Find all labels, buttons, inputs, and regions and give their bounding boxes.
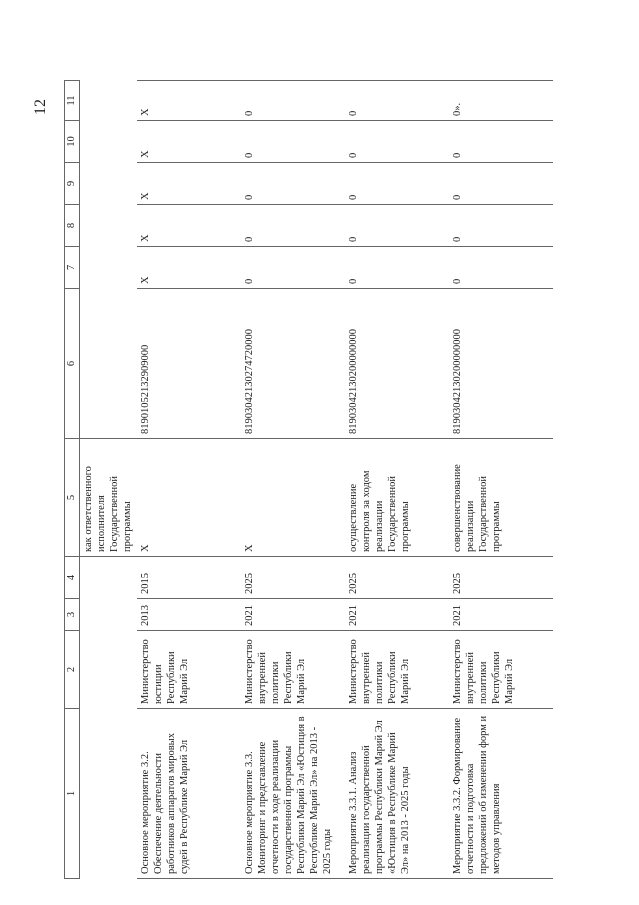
row-code: 81903042130200000000 (449, 289, 553, 439)
row-value-9: 0 (345, 163, 449, 205)
row-value-8: 0 (241, 205, 345, 247)
row-executor: Министерство внутренней политики Республики Марий Эл (449, 631, 553, 709)
row-code: 81901052132909000 (137, 289, 241, 439)
col-header-10: 10 (65, 121, 80, 163)
col-header-4: 4 (65, 557, 80, 599)
col-header-3: 3 (65, 599, 80, 631)
row-start-year: 2021 (449, 599, 553, 631)
row-value-9: 0 (449, 163, 553, 205)
row-executor: Министерство юстиции Республики Марий Эл (137, 631, 241, 709)
row-value-9: 0 (241, 163, 345, 205)
row-name: Основное мероприятие 3.3. Мониторинг и представление отчетности в ходе реализации государственной программы Республики Марий Эл «Юстиция в Республике Марий Эл» на 2013 - 2025 годы (241, 709, 345, 879)
table-header (65, 81, 80, 879)
row-start-year: 2021 (345, 599, 449, 631)
row-name: Мероприятие 3.3.2. Формирование отчетности и подготовка предложений об изменении форм и методов управления (449, 709, 553, 879)
row-value-11: 0». (449, 81, 553, 121)
col-header-8: 8 (65, 205, 80, 247)
row-end-year: 2015 (137, 557, 241, 599)
program-table (64, 80, 553, 879)
row-value-7: 0 (449, 247, 553, 289)
col-header-7: 7 (65, 247, 80, 289)
col-header-2: 2 (65, 631, 80, 709)
row-value-9: X (137, 163, 241, 205)
row-value-8: 0 (345, 205, 449, 247)
page-number: 12 (32, 99, 49, 115)
row-value-11: 0 (241, 81, 345, 121)
row-end-year: 2025 (345, 557, 449, 599)
row-value-7: 0 (241, 247, 345, 289)
table-row (449, 81, 553, 879)
row-result: X (241, 439, 345, 557)
table-row (241, 81, 345, 879)
row-code: 81903042130274720000 (241, 289, 345, 439)
row-value-10: 0 (241, 121, 345, 163)
row-value-11: 0 (345, 81, 449, 121)
row-value-8: 0 (449, 205, 553, 247)
row-value-7: X (137, 247, 241, 289)
row-value-11: X (137, 81, 241, 121)
col-header-11: 11 (65, 81, 80, 121)
row-value-8: X (137, 205, 241, 247)
continued-result-text: как ответственного исполнителя Государственной программы (80, 439, 137, 557)
row-result: осуществление контроля за ходом реализации Государственной программы (345, 439, 449, 557)
row-executor: Министерство внутренней политики Республики Марий Эл (345, 631, 449, 709)
row-value-7: 0 (345, 247, 449, 289)
row-start-year: 2021 (241, 599, 345, 631)
col-header-5: 5 (65, 439, 80, 557)
col-header-6: 6 (65, 289, 80, 439)
row-end-year: 2025 (449, 557, 553, 599)
row-name: Мероприятие 3.3.1. Анализ реализации государственной программы Республики Марий Эл «Юстиция в Республике Марий Эл» на 2013 - 2025 годы (345, 709, 449, 879)
col-header-1: 1 (65, 709, 80, 879)
row-end-year: 2025 (241, 557, 345, 599)
row-value-10: 0 (345, 121, 449, 163)
table-row (137, 81, 241, 879)
row-value-10: X (137, 121, 241, 163)
row-result: X (137, 439, 241, 557)
row-value-10: 0 (449, 121, 553, 163)
table-row-continuation (80, 81, 137, 879)
row-executor: Министерство внутренней политики Республики Марий Эл (241, 631, 345, 709)
row-start-year: 2013 (137, 599, 241, 631)
row-code: 81903042130200000000 (345, 289, 449, 439)
row-name: Основное мероприятие 3.2. Обеспечение деятельности работников аппаратов мировых судей в Республике Марий Эл (137, 709, 241, 879)
table-row (345, 81, 449, 879)
row-result: совершенствование реализации Государственной программы (449, 439, 553, 557)
col-header-9: 9 (65, 163, 80, 205)
